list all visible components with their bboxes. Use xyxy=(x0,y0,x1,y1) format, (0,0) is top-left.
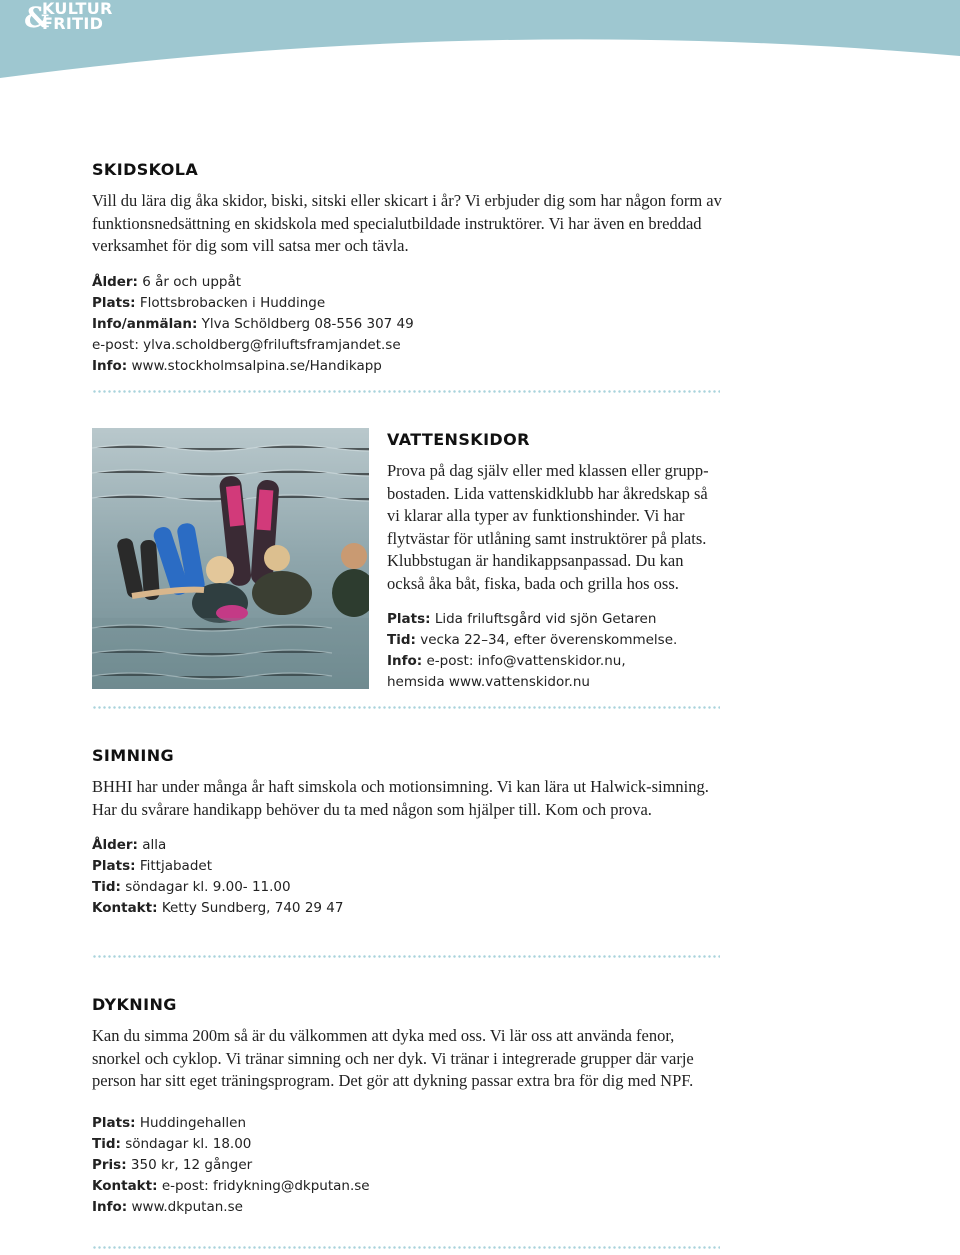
waterski-photo xyxy=(92,428,369,689)
brand-line-kultur: KULTUR xyxy=(42,0,113,18)
info-row-pris: Pris: 350 kr, 12 gånger xyxy=(92,1156,253,1173)
info-row-info: Info: www.dkputan.se xyxy=(92,1198,243,1215)
section-heading: VATTENSKIDOR xyxy=(387,430,530,449)
info-row-alder: Ålder: 6 år och uppåt xyxy=(92,273,242,290)
info-row-kontakt: Kontakt: e-post: fridykning@dkputan.se xyxy=(92,1177,370,1194)
section-vattenskidor xyxy=(387,430,727,693)
section-skidskola xyxy=(92,160,732,377)
info-row-info: Info: e-post: info@vattenskidor.nu, xyxy=(387,653,626,669)
section-dykning xyxy=(92,995,732,1218)
header-band xyxy=(0,0,960,80)
info-row-plats: Plats: Lida friluftsgård vid sjön Getaren xyxy=(387,611,657,627)
info-row-hemsida: hemsida www.vattenskidor.nu xyxy=(387,674,590,690)
info-block xyxy=(387,609,727,693)
section-simning xyxy=(92,746,732,919)
section-heading: DYKNING xyxy=(92,995,177,1014)
section-heading: SKIDSKOLA xyxy=(92,160,199,179)
info-row-plats: Plats: Huddingehallen xyxy=(92,1114,247,1131)
info-row-info: Info: www.stockholmsalpina.se/Handikapp xyxy=(92,357,382,374)
info-row-plats: Plats: Flottsbrobacken i Huddinge xyxy=(92,294,326,311)
divider xyxy=(92,1246,720,1249)
info-row-epost: e-post: ylva.scholdberg@friluftsframjandet.se xyxy=(92,336,401,353)
info-row-kontakt: Kontakt: Ketty Sundberg, 740 29 47 xyxy=(92,900,344,916)
divider xyxy=(92,955,720,958)
section-body: Vill du lära dig åka skidor, biski, sitski eller skicart i år? Vi erbjuder dig som har någon form av funktionsnedsättning en skidskola med specialutbildade instruktörer. Vi har även en breddad verksamhet för dig som vill satsa mer och tävla. xyxy=(92,191,722,255)
info-row-anmalan: Info/anmälan: Ylva Schöldberg 08-556 307 49 xyxy=(92,315,414,332)
info-block xyxy=(92,835,732,919)
section-body: BHHI har under många år haft simskola och motionsimning. Vi kan lära ut Halwick-simning. Har du svårare handikapp behöver du ta med någon som hjälper till. Kom och prova. xyxy=(92,777,709,819)
info-row-alder: Ålder: alla xyxy=(92,837,167,853)
info-row-tid: Tid: söndagar kl. 18.00 xyxy=(92,1135,252,1152)
header-curve xyxy=(0,0,960,80)
info-row-tid: Tid: söndagar kl. 9.00- 11.00 xyxy=(92,879,291,895)
section-heading: SIMNING xyxy=(92,746,175,765)
section-body: Kan du simma 200m så är du välkommen att dyka med oss. Vi lär oss att använda fenor, snorkel och cyklop. Vi tränar simning och ner dyk. Vi tränar i integrerade grupper där varje person har sitt eget träningsprogram. Det gör att dykning passar extra bra för dig med NPF. xyxy=(92,1026,694,1090)
info-block xyxy=(92,1113,732,1218)
info-row-tid: Tid: vecka 22–34, efter överenskommelse. xyxy=(387,632,678,648)
divider xyxy=(92,706,720,709)
brand-ampersand: & xyxy=(24,1,50,34)
info-block xyxy=(92,272,732,377)
brand-line-fritid: FRITID xyxy=(42,14,104,33)
info-row-plats: Plats: Fittjabadet xyxy=(92,858,212,874)
section-body: Prova på dag själv eller med klassen eller grupp-bostaden. Lida vattenskidklubb har åkredskap så vi klarar alla typer av funktionshinder. Vi har flytvästar för utlåning samt instruktörer på plats. Klubbstugan är handikappsanpassad. Du kan också åka båt, fiska, bada och grilla hos oss. xyxy=(387,461,709,593)
divider xyxy=(92,390,720,393)
